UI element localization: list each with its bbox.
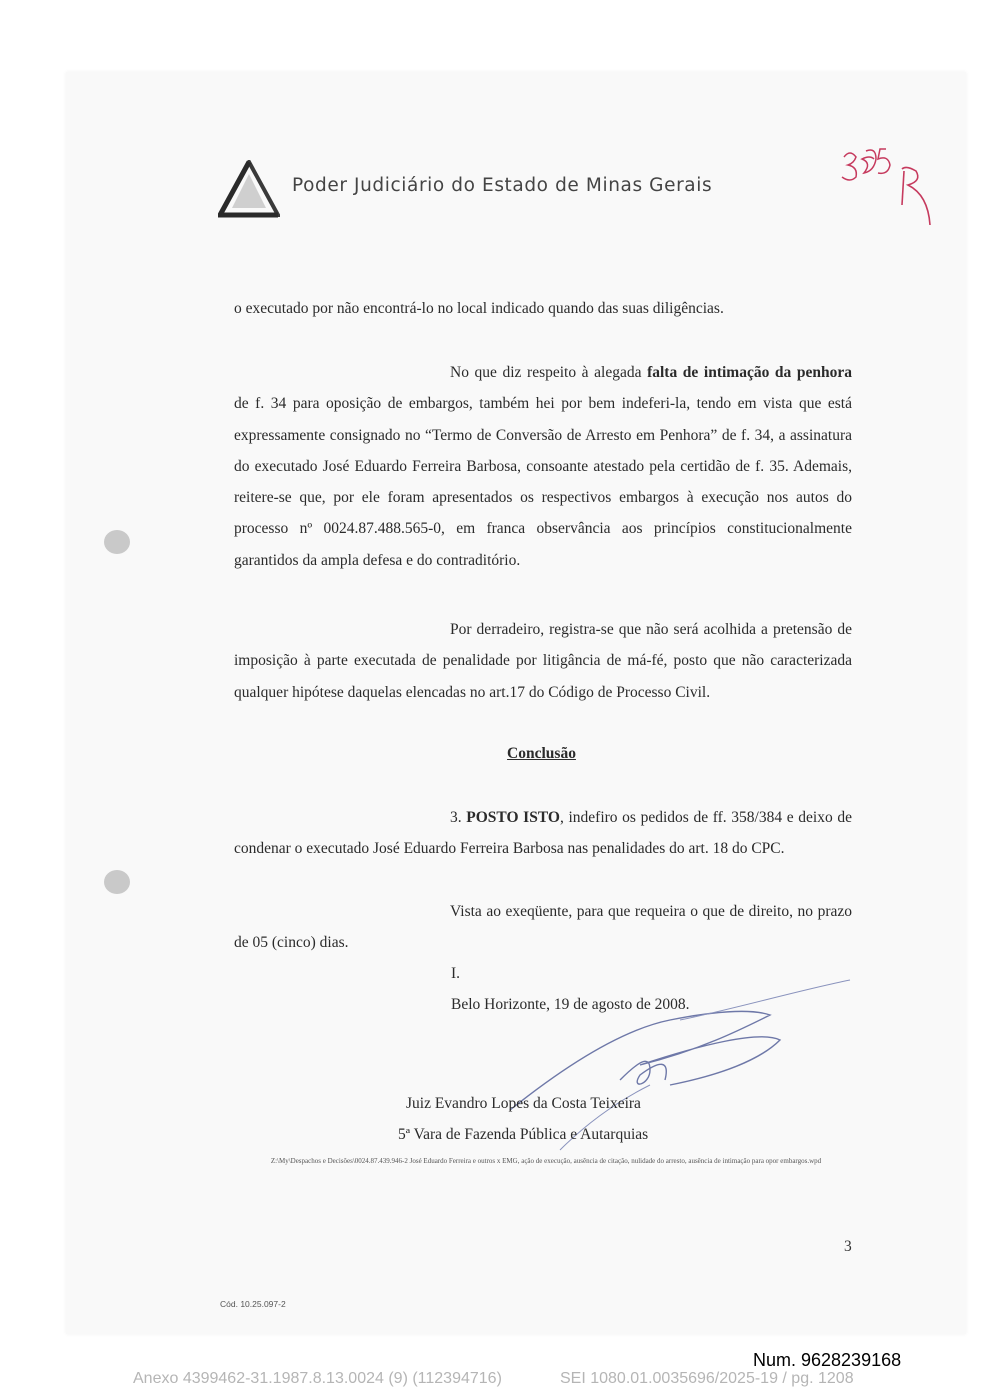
para-2-bold: falta de intimação da penhora [647,364,852,381]
para-4-rest: , indefiro os pedidos de ff. 358/384 e deixo de condenar o executado José Eduardo Ferreira Barbosa nas penalidades do art. 18 do CPC. [234,809,852,858]
punch-hole-top [104,530,130,554]
para-2-start: No que diz respeito à alegada [450,364,648,381]
closing-i: I. [451,965,461,982]
sei-reference: SEI 1080.01.0035696/2025-19 / pg. 1208 [560,1370,854,1387]
para-3-text: Por derradeiro, registra-se que não será acolhida a pretensão de imposição à parte executada de penalidade por litigância de má-fé, posto que não caracterizada qualquer hipótese daquelas elencadas no art.17 do Código de Processo Civil. [234,621,852,701]
para-4-bold: POSTO ISTO [466,809,560,826]
court-division: 5ª Vara de Fazenda Pública e Autarquias [398,1126,649,1143]
continuation-line: o executado por não encontrá-lo no local indicado quando das suas diligências. [234,300,724,317]
document-number: Num. 9628239168 [753,1350,902,1370]
form-code: Cód. 10.25.097-2 [220,1299,286,1309]
file-path-note: Z:\My\Despachos e Decisões\0024.87.439.946-2 José Eduardo Ferreira e outros x EMG, ação de execução, ausência de citação, nulidade do arresto, ausência de intimação para opor embargos.wpd [270,1157,822,1165]
punch-hole-bottom [104,870,130,894]
paragraph-ma-fe [234,614,852,708]
place-date: Belo Horizonte, 19 de agosto de 2008. [451,996,690,1013]
para-5-text: Vista ao exeqüente, para que requeira o que de direito, no prazo de 05 (cinco) dias. [234,903,852,952]
court-header-title: Poder Judiciário do Estado de Minas Gerais [292,175,713,196]
paragraph-intimacao [234,357,852,576]
handwritten-page-stamp [838,143,948,233]
paragraph-vista [234,896,852,959]
para-2-rest: de f. 34 para oposição de embargos, também hei por bem indeferi-la, tendo em vista que está expressamente consignado no “Termo de Conversão de Arresto em Penhora” de f. 34, a assinatura do executado José Eduardo Ferreira Barbosa, consoante atestado pela certidão de f. 35. Ademais, reitere-se que, por ele foram apresentados os respectivos embargos à execução nos autos do processo nº 0024.87.488.565-0, em franca observância aos princípios constitucionalmente garantidos da ampla defesa e do contraditório. [234,395,852,569]
court-logo-icon [218,160,280,218]
para-4-num: 3. [450,809,467,826]
annex-reference: Anexo 4399462-31.1987.8.13.0024 (9) (112394716) [133,1370,502,1387]
judge-name: Juiz Evandro Lopes da Costa Teixeira [406,1095,641,1112]
section-heading-conclusao: Conclusão [507,745,576,762]
paragraph-posto-isto [234,802,852,865]
page-number: 3 [844,1238,852,1255]
